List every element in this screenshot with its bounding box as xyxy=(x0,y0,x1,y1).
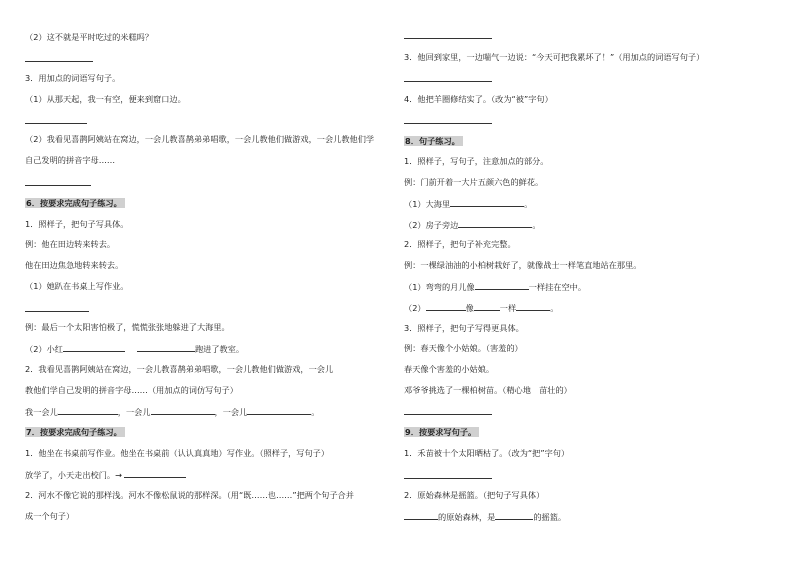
text-line: 例：一棵绿油油的小柏树栽好了，就像战士一样笔直地站在那里。 xyxy=(404,260,642,270)
text-line: （2）这不就是平时吃过的米糕吗？ xyxy=(25,32,154,42)
fill-prefix: （2）小红 xyxy=(25,344,63,354)
fill-suffix: 的摇篮。 xyxy=(533,512,567,522)
fill-prefix: （1）大海里 xyxy=(404,199,451,209)
text-line: 2．我看见喜鹊阿姨站在窝边，一会儿教喜鹊弟弟唱歌，一会儿教他们做游戏，一会儿 xyxy=(25,364,334,374)
text-line xyxy=(404,510,566,523)
fill-blank[interactable] xyxy=(458,218,532,228)
fill-blank[interactable] xyxy=(137,342,195,352)
section-7-heading xyxy=(25,426,125,438)
fill-suffix: 。 xyxy=(550,303,559,313)
fill-prefix: （1）弯弯的月儿像 xyxy=(404,282,475,292)
text-line: 3．他回到家里，一边喘气一边说：“今天可把我累坏了！”（用加点的词语写句子） xyxy=(404,52,705,62)
fill-blank[interactable] xyxy=(124,468,186,478)
answer-blank[interactable] xyxy=(404,478,492,479)
fill-blank[interactable] xyxy=(404,510,438,520)
text-line: 2．照样子，把句子补充完整。 xyxy=(404,239,516,249)
answer-blank[interactable] xyxy=(404,38,492,39)
text-line: 1．照样子，写句子，注意加点的部分。 xyxy=(404,156,549,166)
text-line: 他在田边焦急地转来转去。 xyxy=(25,260,124,270)
fill-prefix: 我一会儿 xyxy=(25,407,58,417)
fill-prefix: 放学了，小天走出校门。→ xyxy=(25,470,122,480)
answer-blank[interactable] xyxy=(25,123,87,124)
right-column xyxy=(404,0,774,561)
text-line xyxy=(404,280,586,293)
answer-blank[interactable] xyxy=(404,414,492,415)
fill-connector: 一样 xyxy=(499,303,517,313)
fill-blank[interactable] xyxy=(474,301,500,311)
fill-connector: 的原始森林，是 xyxy=(438,512,496,522)
text-line xyxy=(404,197,532,210)
fill-connector: ，一会儿 xyxy=(214,407,248,417)
fill-blank[interactable] xyxy=(426,301,466,311)
fill-suffix: 一样挂在空中。 xyxy=(528,282,587,292)
fill-connector: 像 xyxy=(465,303,474,313)
text-line: 2．原始森林是摇篮。（把句子写具体） xyxy=(404,490,545,500)
fill-prefix: （2）房子旁边 xyxy=(404,220,459,230)
section-6-heading xyxy=(25,197,125,209)
text-line: 自己发明的拼音字母…… xyxy=(25,155,116,165)
fill-blank[interactable] xyxy=(475,280,529,290)
fill-blank[interactable] xyxy=(151,405,215,415)
fill-blank[interactable] xyxy=(450,197,524,207)
answer-blank[interactable] xyxy=(25,185,91,186)
left-column xyxy=(25,0,395,561)
fill-suffix: 。 xyxy=(532,220,541,230)
text-line: （1）她趴在书桌上写作业。 xyxy=(25,281,129,291)
text-line xyxy=(25,342,244,355)
text-line: 3．照样子，把句子写得更具体。 xyxy=(404,323,524,333)
fill-suffix: 跑进了教室。 xyxy=(194,344,245,354)
fill-prefix: （2） xyxy=(404,303,426,313)
fill-suffix: 。 xyxy=(311,407,320,417)
answer-blank[interactable] xyxy=(25,311,89,312)
fill-blank[interactable] xyxy=(495,510,533,520)
text-line: 例：最后一个太阳害怕极了，慌慌张张地躲进了大海里。 xyxy=(25,322,230,332)
text-line xyxy=(25,405,320,418)
answer-blank[interactable] xyxy=(404,81,492,82)
fill-blank[interactable] xyxy=(516,301,550,311)
section-heading-label: 6．按要求完成句子练习。 xyxy=(25,198,125,208)
text-line: 1．他坐在书桌前写作业。他坐在书桌前（认认真真地）写作业。（照样子，写句子） xyxy=(25,448,330,458)
fill-blank[interactable] xyxy=(63,342,125,352)
text-line: 4．他把羊圈修结实了。（改为“被”字句） xyxy=(404,94,553,104)
fill-suffix: 。 xyxy=(524,199,533,209)
section-9-heading xyxy=(404,426,479,438)
section-8-heading xyxy=(404,135,463,147)
answer-blank[interactable] xyxy=(404,123,492,124)
text-line xyxy=(25,468,186,481)
text-line: 1．禾苗被十个太阳晒枯了。（改为“把”字句） xyxy=(404,448,570,458)
text-line: 例：他在田边转来转去。 xyxy=(25,239,116,249)
text-line: 例：春天像个小姑娘。（害羞的） xyxy=(404,343,523,353)
text-line: 3．用加点的词语写句子。 xyxy=(25,73,121,83)
text-line: （2）我看见喜鹊阿姨站在窝边，一会儿教喜鹊弟弟唱歌，一会儿教他们做游戏，一会儿教他们学 xyxy=(25,134,375,144)
fill-blank[interactable] xyxy=(247,405,311,415)
text-line: 2．河水不像它说的那样浅。河水不像松鼠说的那样深。（用“既……也……”把两个句子合并 xyxy=(25,490,354,500)
fill-connector: ，一会儿 xyxy=(117,407,151,417)
section-heading-label: 7．按要求完成句子练习。 xyxy=(25,427,125,437)
text-line xyxy=(404,218,541,231)
section-heading-label: 8．句子练习。 xyxy=(404,136,463,146)
text-line: 春天像个害羞的小姑娘。 xyxy=(404,364,495,374)
text-line: 邓爷爷挑选了一棵柏树苗。（精心地 苗壮的） xyxy=(404,385,572,395)
text-line: 例：门前开着一大片五颜六色的鲜花。 xyxy=(404,177,544,187)
text-line: 教他们学自己发明的拼音字母……（用加点的词仿写句子） xyxy=(25,385,238,395)
fill-blank[interactable] xyxy=(58,405,118,415)
answer-blank[interactable] xyxy=(25,61,93,62)
section-heading-label: 9．按要求写句子。 xyxy=(404,427,479,437)
text-line: （1）从那天起，我一有空，便来到窟口边。 xyxy=(25,94,186,104)
text-line: 1．照样子，把句子写具体。 xyxy=(25,219,129,229)
text-line xyxy=(404,301,558,314)
text-line: 成一个句子） xyxy=(25,511,75,521)
